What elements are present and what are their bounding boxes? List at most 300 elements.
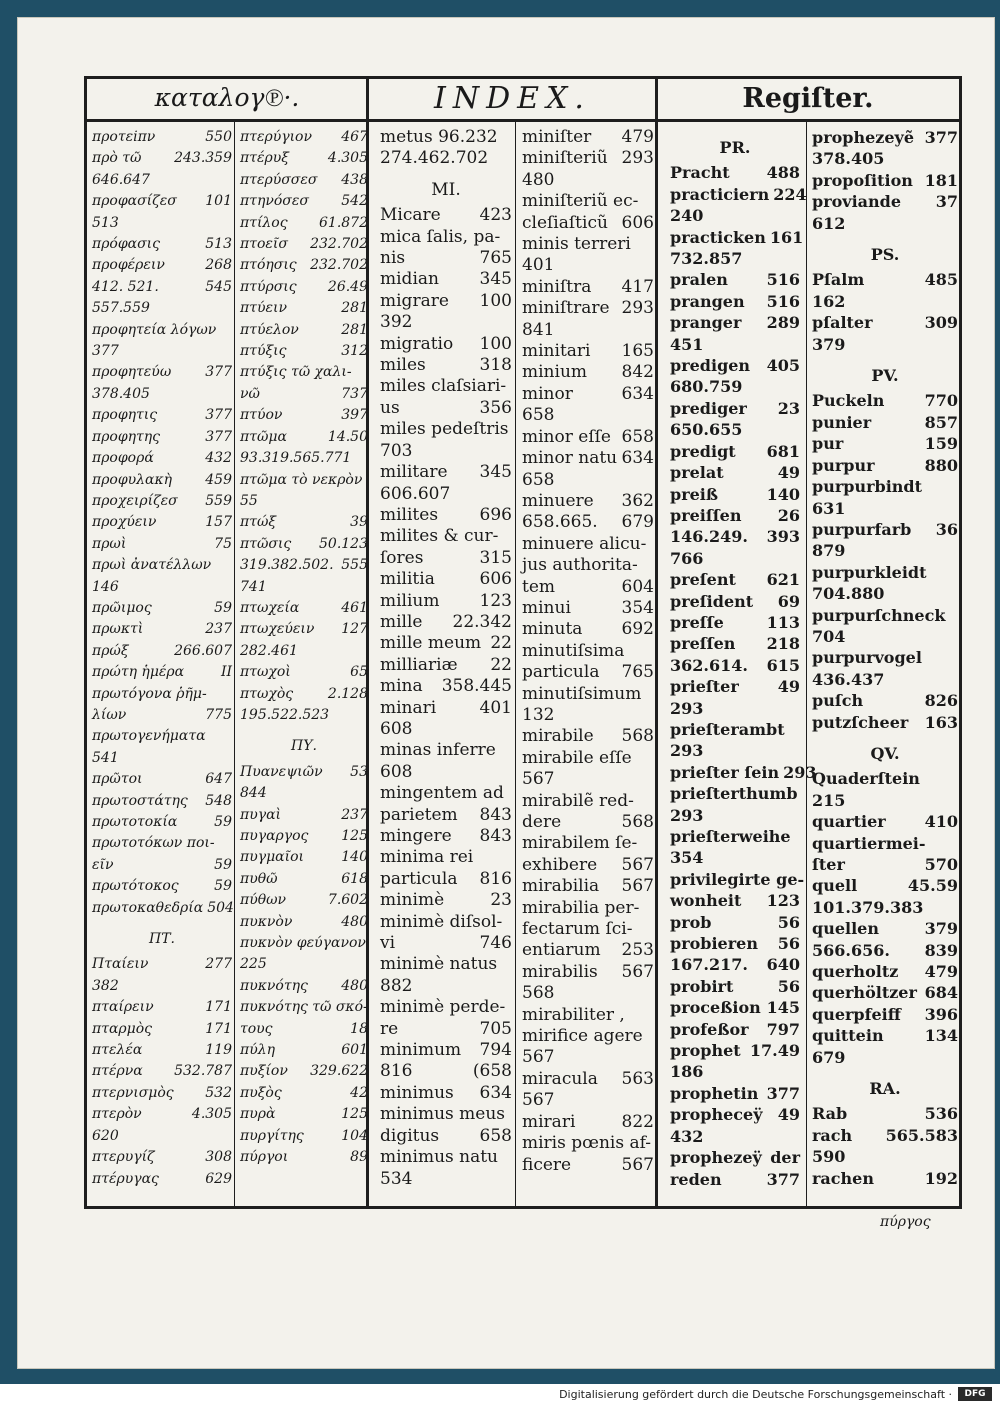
entry-pages: 4.305	[327, 150, 368, 167]
entry-pages: 237	[205, 621, 232, 638]
entry-term: ſter	[812, 855, 845, 874]
greek-column-1	[92, 127, 232, 1211]
index-entry	[522, 255, 654, 276]
index-entry	[522, 1047, 654, 1068]
index-entry	[670, 805, 800, 826]
entry-term: πρώτη ἡμέρα	[92, 664, 185, 681]
index-entry	[522, 791, 654, 812]
index-entry	[522, 769, 654, 790]
entry-term: minor natu	[522, 448, 618, 469]
index-entry	[240, 954, 368, 975]
index-entry	[92, 448, 232, 469]
index-entry	[812, 961, 958, 982]
entry-pages: 765	[621, 662, 654, 683]
entry-pages: 26	[777, 505, 800, 525]
section-heading: ΠΤ.	[149, 931, 175, 948]
index-entry	[92, 1147, 232, 1168]
entry-term: 240	[670, 206, 704, 226]
entry-term: mina	[380, 676, 423, 697]
entry-term: 631	[812, 498, 846, 518]
entry-pages: 56	[777, 912, 800, 932]
index-entry	[380, 127, 512, 148]
entry-pages: 59	[214, 856, 232, 873]
index-entry	[670, 633, 800, 654]
index-entry	[522, 983, 654, 1004]
entry-term: 741	[240, 578, 267, 595]
index-entry	[812, 605, 958, 626]
entry-pages: 119	[205, 1042, 232, 1059]
entry-term: miniſteriũ	[522, 148, 608, 169]
entry-term: prediger	[670, 398, 747, 418]
index-entry	[92, 148, 232, 169]
entry-term: 844	[240, 785, 267, 802]
entry-pages: 459	[205, 471, 232, 488]
entry-pages: 89	[350, 1149, 368, 1166]
entry-term: πτέρυξ	[240, 150, 289, 167]
index-entry	[380, 783, 512, 804]
german-column-1	[670, 127, 817, 1211]
index-entry	[240, 384, 368, 405]
entry-term: πρoτεiπν	[92, 129, 156, 145]
entry-pages: 157	[205, 514, 232, 531]
entry-pages: 42	[350, 1084, 368, 1101]
header-german: Regiſter.	[742, 82, 874, 114]
index-entry	[240, 1061, 368, 1082]
index-entry	[812, 897, 958, 918]
entry-term: minari	[380, 697, 437, 718]
index-entry	[522, 641, 654, 662]
index-entry	[380, 148, 512, 169]
entry-term: entiarum	[522, 940, 601, 961]
index-entry	[380, 248, 512, 269]
entry-term: minui	[522, 597, 571, 618]
index-entry	[670, 933, 800, 954]
entry-term: πτωχεία	[240, 599, 300, 616]
entry-term: πυθῶ	[240, 870, 278, 887]
entry-pages: 281	[341, 321, 368, 338]
entry-pages: 396	[924, 1004, 958, 1024]
entry-term: πρωτοκαθεδρία	[92, 899, 204, 916]
entry-term: prieſter ſein	[670, 762, 780, 782]
index-entry	[380, 291, 512, 312]
entry-pages: 705	[479, 1018, 512, 1039]
entry-term: ſores	[380, 547, 424, 568]
index-entry	[812, 455, 958, 476]
entry-term: 101.379.383	[812, 897, 924, 917]
entry-term: militia	[380, 569, 435, 590]
entry-term: vi	[380, 933, 396, 954]
entry-pages: 634	[621, 383, 654, 404]
index-entry	[380, 441, 512, 462]
entry-term: πρωτοστάτης	[92, 792, 188, 809]
index-entry	[92, 769, 232, 790]
entry-pages: 134	[924, 1026, 958, 1046]
entry-pages: 606	[621, 212, 654, 233]
index-entry	[380, 890, 512, 911]
entry-pages: 480	[341, 913, 368, 930]
index-entry	[522, 384, 654, 405]
entry-term: 557.559	[92, 300, 150, 317]
entry-pages: 237	[341, 806, 368, 823]
entry-term: mirabilia per-	[522, 897, 640, 918]
entry-term: prophet	[670, 1041, 741, 1061]
index-entry	[670, 269, 800, 290]
entry-pages: II	[220, 664, 232, 681]
index-entry	[240, 762, 368, 783]
index-entry	[380, 591, 512, 612]
entry-term: 293	[670, 698, 704, 718]
index-entry	[522, 1026, 654, 1047]
entry-pages: 59	[214, 814, 232, 830]
entry-term: Pſalm	[812, 270, 865, 290]
entry-term: πτύειν	[240, 300, 287, 317]
entry-term: πρωτόγονα ῥῆμ-	[92, 685, 207, 702]
entry-term: querholtz	[812, 962, 899, 982]
index-entry	[380, 612, 512, 633]
index-entry	[670, 976, 800, 997]
index-entry	[522, 598, 654, 619]
entry-term: νῶ	[240, 385, 260, 402]
index-entry	[380, 548, 512, 569]
entry-pages: 563	[621, 1068, 654, 1089]
entry-term: metus 96.232	[380, 127, 498, 147]
entry-pages: 61.872	[319, 214, 368, 231]
entry-pages: 377	[766, 1169, 800, 1189]
header-bottom-rule	[84, 119, 962, 122]
entry-term: 282.461	[240, 642, 298, 659]
index-entry	[380, 633, 512, 654]
entry-term: mirabilem ſe-	[522, 833, 638, 854]
entry-term: prangen	[670, 291, 745, 311]
rule-right	[959, 76, 962, 1209]
entry-term: πτίλος	[240, 214, 288, 231]
index-entry	[522, 148, 654, 169]
entry-term: πυξὸς	[240, 1084, 282, 1101]
entry-term: purpurkleidt	[812, 562, 927, 582]
entry-term: πρoφυλακὴ	[92, 471, 173, 488]
entry-term: miniſter	[522, 127, 592, 147]
entry-term: predigen	[670, 356, 751, 376]
index-entry	[240, 1019, 368, 1040]
entry-pages: 49	[777, 463, 800, 483]
index-entry	[812, 1004, 958, 1025]
index-entry	[92, 234, 232, 255]
entry-term: minis terreri	[522, 234, 631, 255]
index-entry	[240, 1104, 368, 1125]
index-entry	[92, 534, 232, 555]
entry-term: 646.647	[92, 171, 150, 188]
index-entry	[240, 362, 368, 383]
index-entry	[92, 170, 232, 191]
index-entry	[380, 826, 512, 847]
entry-term: πρoφητεία λόγων	[92, 321, 217, 338]
entry-term: πρoχειρίζεσ	[92, 492, 178, 509]
entry-term: prophezeÿ	[670, 1148, 762, 1168]
entry-term: miniſteriũ ec-	[522, 191, 639, 212]
entry-term: mirabilẽ red-	[522, 790, 634, 811]
index-entry	[92, 127, 232, 148]
entry-term: milium	[380, 590, 440, 611]
entry-term: minor eſſe	[522, 426, 611, 447]
entry-term: propheceÿ	[670, 1105, 763, 1125]
entry-term: πτέρνα	[92, 1063, 143, 1080]
entry-pages: 488	[766, 163, 800, 183]
index-entry	[240, 277, 368, 298]
index-entry	[240, 912, 368, 933]
entry-term: minimus	[380, 1082, 454, 1103]
entry-pages: 839	[924, 940, 958, 960]
entry-term: 606.607	[380, 483, 451, 504]
entry-term: preiß	[670, 484, 719, 504]
entry-term: putzſcheer	[812, 712, 909, 732]
index-entry	[92, 791, 232, 812]
entry-pages: 113	[766, 612, 800, 632]
index-entry	[380, 484, 512, 505]
index-entry	[670, 676, 800, 697]
index-entry	[92, 748, 232, 769]
entry-pages: 775	[205, 706, 232, 723]
entry-term: mingere	[380, 826, 452, 846]
entry-term: Πταίειν	[92, 956, 149, 973]
index-entry	[240, 298, 368, 319]
index-entry	[812, 191, 958, 212]
entry-pages: (658	[472, 1061, 512, 1082]
index-entry	[522, 191, 654, 212]
entry-term: 567	[522, 769, 555, 790]
entry-pages: 281	[341, 300, 368, 317]
entry-pages: 123	[479, 590, 512, 611]
entry-term: 432	[670, 1126, 704, 1146]
entry-pages: 542	[341, 193, 368, 210]
entry-term: preſent	[670, 570, 736, 590]
index-entry	[380, 312, 512, 333]
index-entry	[380, 1147, 512, 1168]
index-entry	[670, 719, 800, 740]
entry-pages: 69	[777, 591, 800, 611]
index-entry	[812, 498, 958, 519]
entry-term: miles claſsiari-	[380, 376, 507, 397]
entry-pages: 516	[766, 291, 800, 311]
greek-column-2	[240, 127, 368, 1211]
index-entry	[522, 534, 654, 555]
catchword: πύργος	[880, 1214, 931, 1230]
entry-pages: 100	[479, 333, 512, 354]
entry-pages: 536	[924, 1104, 958, 1124]
entry-pages: 266.607	[174, 642, 232, 659]
rule-latin-german	[655, 76, 658, 1209]
entry-pages: 746	[479, 933, 512, 954]
entry-pages: 2.128	[327, 685, 368, 702]
entry-pages: 555	[341, 557, 368, 574]
entry-term: midian	[380, 269, 439, 290]
entry-term: purpurfarb	[812, 519, 912, 539]
entry-pages: 410	[924, 812, 958, 832]
index-entry	[240, 255, 368, 276]
index-entry	[812, 476, 958, 497]
index-entry	[240, 534, 368, 555]
entry-term: 534	[380, 1168, 413, 1189]
index-entry	[812, 833, 958, 854]
entry-pages: 405	[766, 356, 800, 376]
entry-pages: 100	[479, 290, 512, 311]
index-entry	[522, 234, 654, 255]
rule-c3-c4	[515, 122, 516, 1206]
entry-term: milites	[380, 504, 439, 525]
entry-term: πυκνὸν	[240, 913, 293, 930]
index-entry	[380, 976, 512, 997]
index-entry	[380, 912, 512, 933]
entry-term: mirabiliter ,	[522, 1004, 625, 1025]
entry-term: prob	[670, 912, 712, 932]
index-entry	[92, 1061, 232, 1082]
index-entry	[240, 598, 368, 619]
index-entry	[240, 933, 368, 954]
entry-term: prophezeyẽ	[812, 128, 915, 147]
entry-pages: 765	[479, 248, 512, 269]
entry-pages: 49	[777, 1105, 800, 1125]
entry-term: minor	[522, 383, 573, 404]
entry-term: probirt	[670, 976, 734, 996]
entry-term: minas inferre	[380, 740, 496, 761]
index-entry	[92, 619, 232, 640]
entry-term: purpurbindt	[812, 477, 922, 497]
entry-term: 590	[812, 1147, 846, 1167]
entry-pages: 192	[924, 1168, 958, 1188]
entry-term: 146	[92, 578, 119, 595]
index-entry	[240, 427, 368, 448]
index-entry	[812, 213, 958, 234]
entry-pages: 880	[924, 455, 958, 475]
index-entry	[92, 1104, 232, 1125]
index-entry	[812, 390, 958, 411]
index-entry	[670, 1061, 800, 1082]
entry-pages: 356	[479, 397, 512, 418]
index-entry	[240, 1147, 368, 1168]
entry-pages: 329.622	[310, 1063, 368, 1080]
entry-pages: 377	[205, 407, 232, 424]
entry-term: τους	[240, 1020, 273, 1037]
entry-term: jus authorita-	[522, 555, 638, 576]
entry-term: mirabilia	[522, 876, 600, 897]
entry-term: predigt	[670, 441, 736, 461]
entry-pages: 570	[924, 855, 958, 874]
index-entry	[240, 577, 368, 598]
index-entry	[812, 1047, 958, 1068]
index-entry	[92, 641, 232, 662]
entry-term: mirari	[522, 1111, 576, 1132]
entry-pages: 345	[479, 462, 512, 483]
index-entry	[522, 812, 654, 833]
index-entry	[240, 705, 368, 726]
entry-term: querhöltzer	[812, 983, 917, 1003]
index-entry	[380, 462, 512, 483]
entry-term: querpfeiff	[812, 1004, 901, 1024]
entry-term: minium	[522, 362, 588, 383]
section-heading: ΠΥ.	[291, 738, 317, 755]
entry-term: mille meum	[380, 633, 482, 654]
index-entry	[812, 1025, 958, 1046]
entry-term: fectarum ſci-	[522, 919, 633, 940]
entry-pages: 423	[479, 205, 512, 226]
entry-pages: 309	[924, 313, 958, 333]
index-entry	[240, 470, 368, 491]
index-entry	[240, 662, 368, 683]
entry-term: πρoφητεύω	[92, 364, 172, 381]
entry-pages: 692	[621, 619, 654, 640]
index-entry	[812, 148, 958, 169]
german-column-2	[812, 127, 958, 1211]
entry-term: minuere	[522, 490, 594, 511]
entry-term: 703	[380, 440, 413, 461]
index-entry	[522, 491, 654, 512]
entry-pages: 308	[205, 1149, 232, 1166]
index-entry	[812, 875, 958, 896]
index-entry	[522, 748, 654, 769]
index-entry	[380, 569, 512, 590]
entry-pages: 397	[341, 407, 368, 424]
entry-pages: 567	[621, 961, 654, 982]
entry-term: quartier	[812, 812, 886, 832]
entry-pages: 22	[490, 633, 512, 654]
index-entry	[812, 170, 958, 191]
index-entry	[380, 740, 512, 761]
entry-term: 704	[812, 626, 846, 646]
entry-pages: 293	[621, 298, 654, 319]
entry-pages: 125	[341, 1106, 368, 1123]
entry-pages: 532	[205, 1084, 232, 1101]
dfg-logo: DFG	[958, 1387, 992, 1401]
entry-term: 566.656.	[812, 940, 890, 960]
entry-term: 841	[522, 319, 555, 340]
index-entry	[812, 540, 958, 561]
entry-pages: 104	[341, 1127, 368, 1144]
entry-term: 186	[670, 1062, 704, 1082]
index-entry	[670, 591, 800, 612]
entry-term: 274.462.702	[380, 148, 489, 169]
entry-term: 293	[670, 805, 704, 825]
entry-pages: 358.445	[441, 676, 512, 697]
entry-term: Quaderſtein	[812, 769, 920, 789]
entry-term: πρὸ τῶ	[92, 150, 142, 167]
index-entry	[812, 562, 958, 583]
index-entry	[92, 320, 232, 341]
index-entry	[522, 448, 654, 469]
entry-term: us	[380, 397, 400, 418]
index-entry	[380, 1040, 512, 1061]
index-entry	[92, 213, 232, 234]
entry-term: 608	[380, 718, 413, 739]
entry-pages: 684	[924, 983, 958, 1003]
entry-term: πτελέα	[92, 1042, 143, 1059]
entry-pages: 277	[205, 956, 232, 973]
entry-term: Puckeln	[812, 391, 885, 411]
entry-term: exhibere	[522, 854, 598, 875]
entry-pages: 161	[769, 227, 804, 247]
index-entry	[92, 341, 232, 362]
index-entry	[380, 505, 512, 526]
entry-term: 451	[670, 334, 704, 354]
index-entry	[812, 433, 958, 454]
entry-pages: 550	[205, 129, 232, 145]
entry-pages: 224	[773, 184, 807, 204]
entry-pages: 634	[621, 448, 654, 469]
entry-term: πτόησις	[240, 257, 297, 274]
entry-term: πυξίον	[240, 1063, 288, 1080]
entry-term: πτύελον	[240, 321, 299, 338]
index-entry	[670, 334, 800, 355]
index-entry	[92, 555, 232, 576]
entry-term: miracula	[522, 1068, 598, 1089]
